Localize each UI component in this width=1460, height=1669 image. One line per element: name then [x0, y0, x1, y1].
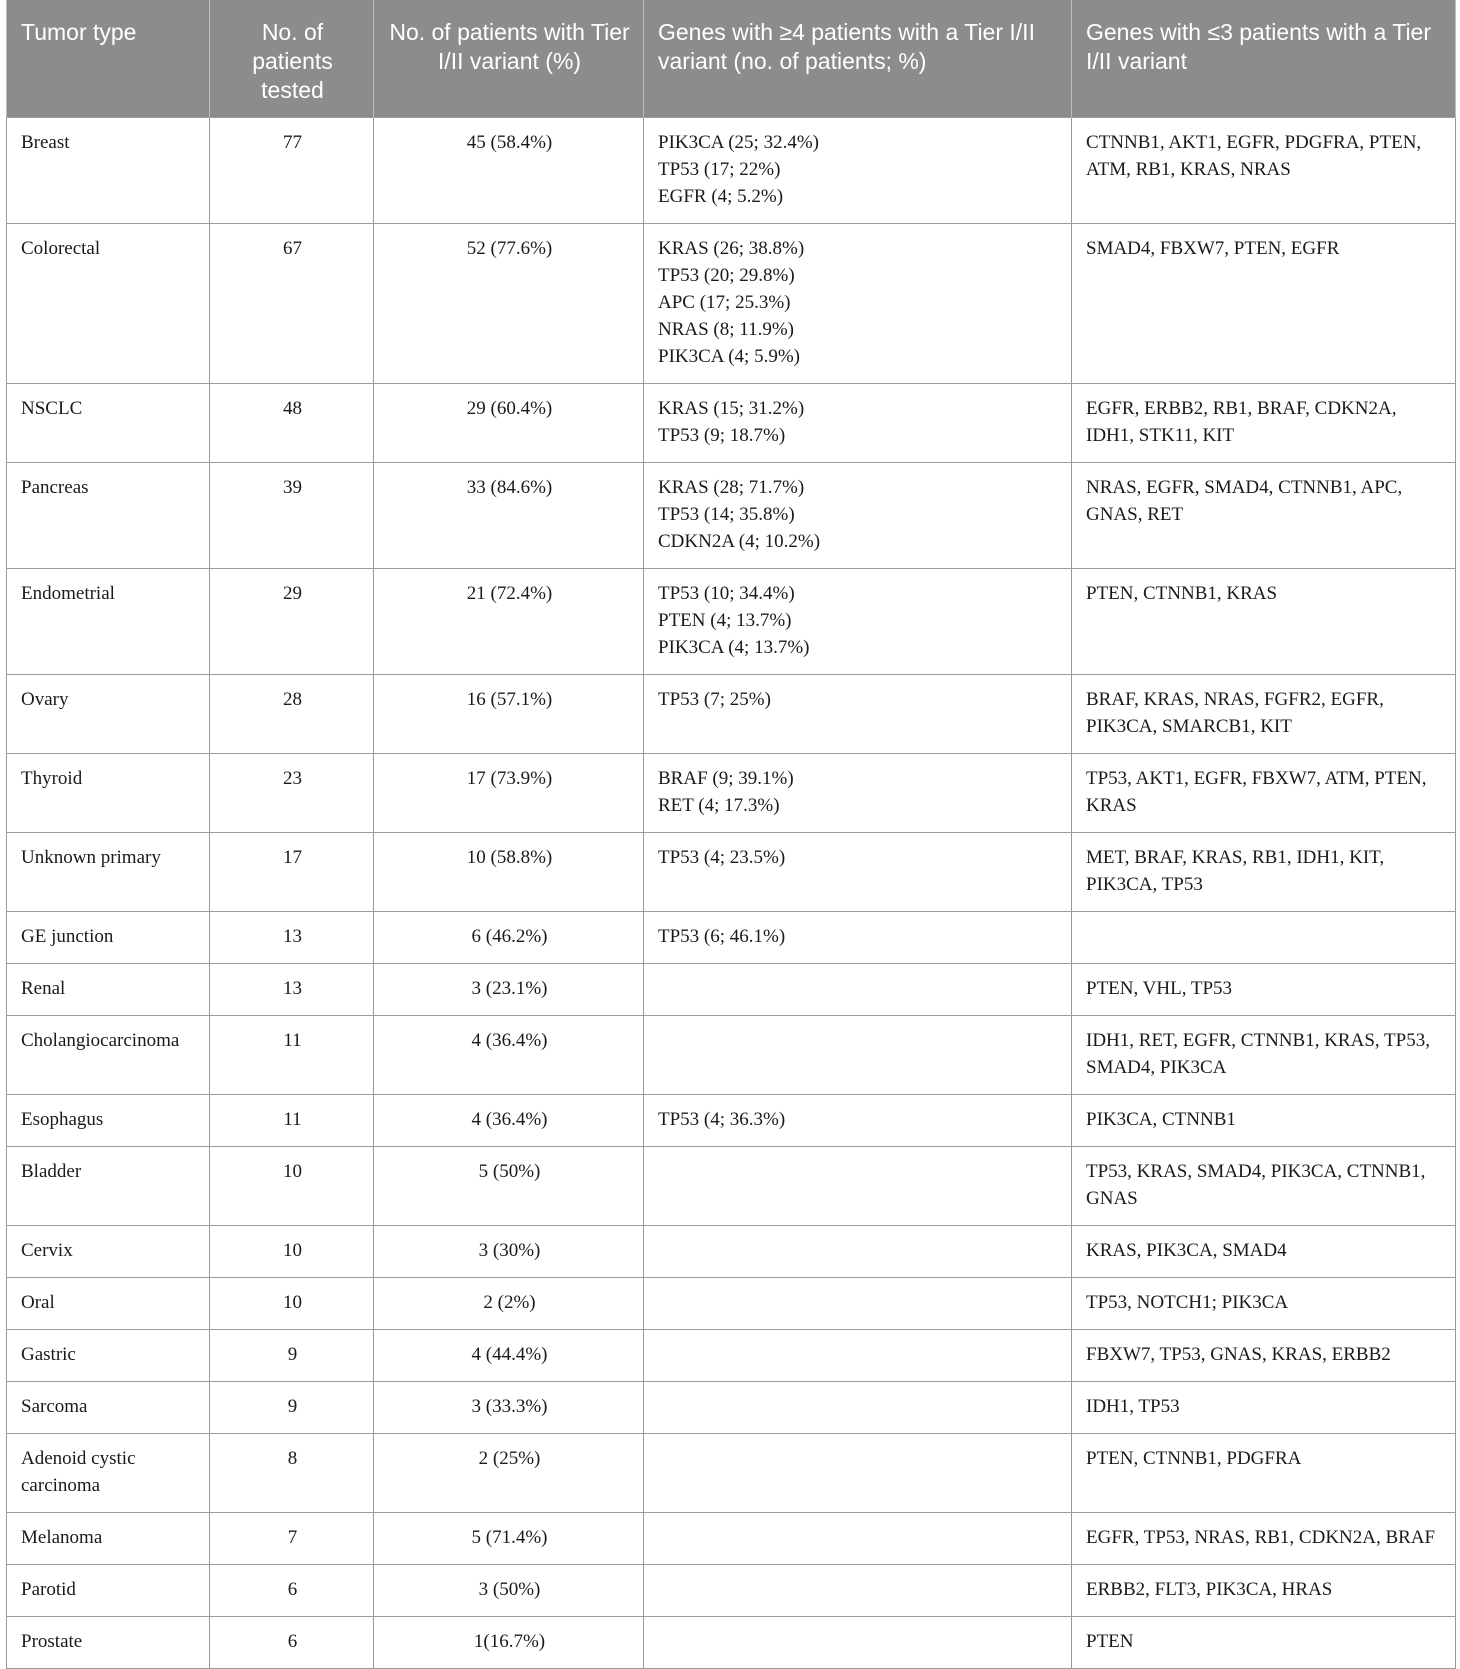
cell-genes-le3 [1072, 912, 1456, 964]
gene-entry: TP53 (4; 36.3%) [658, 1109, 786, 1130]
table-row [7, 1147, 1456, 1226]
tumor-variant-table [6, 0, 1456, 1669]
gene-entry: KRAS (26; 38.8%) [658, 238, 805, 259]
cell-patients-with-variant: 16 (57.1%) [374, 675, 644, 754]
cell-genes-le3: TP53, NOTCH1; PIK3CA [1072, 1278, 1456, 1330]
cell-genes-ge4 [644, 1147, 1072, 1226]
cell-tumor-type: GE junction [7, 912, 210, 964]
table-row [7, 912, 1456, 964]
table-row [7, 1016, 1456, 1095]
cell-genes-ge4 [644, 833, 1072, 912]
gene-entry: PIK3CA (4; 13.7%) [658, 637, 810, 658]
table-row [7, 1095, 1456, 1147]
cell-patients-with-variant: 2 (2%) [374, 1278, 644, 1330]
header-patients-with-variant: No. of patients with Tier I/II variant (%) [374, 0, 644, 118]
cell-tumor-type: Sarcoma [7, 1382, 210, 1434]
table-row [7, 754, 1456, 833]
cell-patients-tested: 9 [210, 1330, 374, 1382]
cell-genes-le3: SMAD4, FBXW7, PTEN, EGFR [1072, 224, 1456, 384]
cell-patients-with-variant: 33 (84.6%) [374, 463, 644, 569]
cell-genes-ge4 [644, 384, 1072, 463]
cell-patients-with-variant: 52 (77.6%) [374, 224, 644, 384]
cell-tumor-type: NSCLC [7, 384, 210, 463]
cell-tumor-type: Thyroid [7, 754, 210, 833]
cell-patients-tested: 17 [210, 833, 374, 912]
cell-patients-tested: 77 [210, 118, 374, 224]
cell-patients-tested: 6 [210, 1565, 374, 1617]
cell-patients-with-variant: 3 (30%) [374, 1226, 644, 1278]
table-body [7, 118, 1456, 1669]
cell-patients-with-variant: 1(16.7%) [374, 1617, 644, 1669]
cell-patients-with-variant: 17 (73.9%) [374, 754, 644, 833]
gene-entry: TP53 (6; 46.1%) [658, 926, 786, 947]
cell-patients-with-variant: 5 (71.4%) [374, 1513, 644, 1565]
table-row [7, 118, 1456, 224]
cell-tumor-type: Oral [7, 1278, 210, 1330]
cell-patients-tested: 11 [210, 1016, 374, 1095]
cell-genes-le3: PTEN, CTNNB1, PDGFRA [1072, 1434, 1456, 1513]
cell-genes-ge4 [644, 224, 1072, 384]
cell-genes-ge4 [644, 1617, 1072, 1669]
table-row [7, 833, 1456, 912]
cell-tumor-type: Pancreas [7, 463, 210, 569]
cell-genes-le3: FBXW7, TP53, GNAS, KRAS, ERBB2 [1072, 1330, 1456, 1382]
gene-entry: TP53 (20; 29.8%) [658, 265, 795, 286]
gene-entry: TP53 (17; 22%) [658, 159, 781, 180]
gene-entry: APC (17; 25.3%) [658, 292, 791, 313]
header-patients-tested: No. of patients tested [210, 0, 374, 118]
cell-patients-with-variant: 21 (72.4%) [374, 569, 644, 675]
table-row [7, 1617, 1456, 1669]
cell-patients-tested: 10 [210, 1226, 374, 1278]
cell-patients-tested: 23 [210, 754, 374, 833]
table-header [7, 0, 1456, 118]
cell-patients-with-variant: 4 (44.4%) [374, 1330, 644, 1382]
cell-genes-ge4 [644, 1330, 1072, 1382]
cell-tumor-type: Gastric [7, 1330, 210, 1382]
cell-genes-le3: ERBB2, FLT3, PIK3CA, HRAS [1072, 1565, 1456, 1617]
cell-patients-tested: 10 [210, 1147, 374, 1226]
cell-tumor-type: Breast [7, 118, 210, 224]
cell-tumor-type: Cervix [7, 1226, 210, 1278]
cell-patients-tested: 11 [210, 1095, 374, 1147]
gene-entry: CDKN2A (4; 10.2%) [658, 531, 821, 552]
cell-genes-le3: EGFR, ERBB2, RB1, BRAF, CDKN2A, IDH1, STK11, KIT [1072, 384, 1456, 463]
cell-genes-ge4 [644, 118, 1072, 224]
table-row [7, 675, 1456, 754]
cell-genes-le3: PIK3CA, CTNNB1 [1072, 1095, 1456, 1147]
table-row [7, 384, 1456, 463]
cell-tumor-type: Endometrial [7, 569, 210, 675]
cell-tumor-type: Bladder [7, 1147, 210, 1226]
gene-entry: PIK3CA (25; 32.4%) [658, 132, 819, 153]
cell-genes-ge4 [644, 1095, 1072, 1147]
gene-entry: TP53 (14; 35.8%) [658, 504, 795, 525]
cell-tumor-type: Ovary [7, 675, 210, 754]
cell-genes-ge4 [644, 964, 1072, 1016]
cell-patients-with-variant: 4 (36.4%) [374, 1095, 644, 1147]
cell-tumor-type: Adenoid cystic carcinoma [7, 1434, 210, 1513]
cell-genes-le3: CTNNB1, AKT1, EGFR, PDGFRA, PTEN, ATM, RB1, KRAS, NRAS [1072, 118, 1456, 224]
cell-genes-ge4 [644, 569, 1072, 675]
table-row [7, 1278, 1456, 1330]
cell-genes-ge4 [644, 1434, 1072, 1513]
cell-genes-le3: TP53, AKT1, EGFR, FBXW7, ATM, PTEN, KRAS [1072, 754, 1456, 833]
results-table-container [6, 0, 1455, 1669]
gene-entry: TP53 (7; 25%) [658, 689, 771, 710]
cell-patients-tested: 39 [210, 463, 374, 569]
cell-genes-le3: PTEN, CTNNB1, KRAS [1072, 569, 1456, 675]
cell-patients-with-variant: 45 (58.4%) [374, 118, 644, 224]
cell-genes-ge4 [644, 1016, 1072, 1095]
gene-entry: TP53 (9; 18.7%) [658, 425, 786, 446]
cell-genes-le3: EGFR, TP53, NRAS, RB1, CDKN2A, BRAF [1072, 1513, 1456, 1565]
cell-patients-with-variant: 3 (23.1%) [374, 964, 644, 1016]
cell-genes-ge4 [644, 1513, 1072, 1565]
gene-entry: BRAF (9; 39.1%) [658, 768, 794, 789]
header-tumor-type: Tumor type [7, 0, 210, 118]
header-row [7, 0, 1456, 118]
cell-patients-with-variant: 6 (46.2%) [374, 912, 644, 964]
cell-patients-tested: 48 [210, 384, 374, 463]
cell-patients-with-variant: 29 (60.4%) [374, 384, 644, 463]
cell-genes-le3: BRAF, KRAS, NRAS, FGFR2, EGFR, PIK3CA, SMARCB1, KIT [1072, 675, 1456, 754]
table-row [7, 569, 1456, 675]
table-row [7, 1513, 1456, 1565]
table-row [7, 1382, 1456, 1434]
cell-genes-le3: KRAS, PIK3CA, SMAD4 [1072, 1226, 1456, 1278]
cell-patients-tested: 6 [210, 1617, 374, 1669]
gene-entry: TP53 (10; 34.4%) [658, 583, 795, 604]
cell-patients-tested: 9 [210, 1382, 374, 1434]
cell-genes-le3: TP53, KRAS, SMAD4, PIK3CA, CTNNB1, GNAS [1072, 1147, 1456, 1226]
cell-patients-tested: 13 [210, 964, 374, 1016]
gene-entry: NRAS (8; 11.9%) [658, 319, 794, 340]
gene-entry: KRAS (15; 31.2%) [658, 398, 805, 419]
cell-genes-ge4 [644, 463, 1072, 569]
cell-genes-le3: NRAS, EGFR, SMAD4, CTNNB1, APC, GNAS, RET [1072, 463, 1456, 569]
cell-genes-ge4 [644, 1278, 1072, 1330]
cell-patients-tested: 7 [210, 1513, 374, 1565]
gene-entry: PTEN (4; 13.7%) [658, 610, 792, 631]
cell-tumor-type: Unknown primary [7, 833, 210, 912]
table-row [7, 224, 1456, 384]
gene-entry: PIK3CA (4; 5.9%) [658, 346, 800, 367]
cell-tumor-type: Parotid [7, 1565, 210, 1617]
gene-entry: TP53 (4; 23.5%) [658, 847, 786, 868]
cell-genes-ge4 [644, 1565, 1072, 1617]
table-row [7, 1226, 1456, 1278]
table-row [7, 1565, 1456, 1617]
cell-patients-tested: 28 [210, 675, 374, 754]
cell-genes-ge4 [644, 754, 1072, 833]
header-genes-ge4: Genes with ≥4 patients with a Tier I/II variant (no. of patients; %) [644, 0, 1072, 118]
cell-patients-tested: 8 [210, 1434, 374, 1513]
cell-genes-le3: IDH1, TP53 [1072, 1382, 1456, 1434]
cell-genes-ge4 [644, 912, 1072, 964]
cell-tumor-type: Melanoma [7, 1513, 210, 1565]
gene-entry: KRAS (28; 71.7%) [658, 477, 805, 498]
cell-tumor-type: Renal [7, 964, 210, 1016]
cell-genes-le3: PTEN [1072, 1617, 1456, 1669]
cell-genes-le3: IDH1, RET, EGFR, CTNNB1, KRAS, TP53, SMAD4, PIK3CA [1072, 1016, 1456, 1095]
cell-patients-with-variant: 3 (33.3%) [374, 1382, 644, 1434]
cell-patients-with-variant: 10 (58.8%) [374, 833, 644, 912]
cell-patients-tested: 29 [210, 569, 374, 675]
table-row [7, 964, 1456, 1016]
table-row [7, 1434, 1456, 1513]
cell-genes-le3: MET, BRAF, KRAS, RB1, IDH1, KIT, PIK3CA, TP53 [1072, 833, 1456, 912]
cell-patients-tested: 67 [210, 224, 374, 384]
cell-patients-with-variant: 5 (50%) [374, 1147, 644, 1226]
gene-entry: RET (4; 17.3%) [658, 795, 780, 816]
cell-tumor-type: Colorectal [7, 224, 210, 384]
cell-patients-with-variant: 4 (36.4%) [374, 1016, 644, 1095]
cell-patients-with-variant: 2 (25%) [374, 1434, 644, 1513]
cell-genes-ge4 [644, 675, 1072, 754]
gene-entry: EGFR (4; 5.2%) [658, 186, 784, 207]
cell-patients-tested: 13 [210, 912, 374, 964]
cell-genes-le3: PTEN, VHL, TP53 [1072, 964, 1456, 1016]
cell-patients-tested: 10 [210, 1278, 374, 1330]
cell-tumor-type: Esophagus [7, 1095, 210, 1147]
table-row [7, 463, 1456, 569]
header-genes-le3: Genes with ≤3 patients with a Tier I/II variant [1072, 0, 1456, 118]
cell-genes-ge4 [644, 1382, 1072, 1434]
table-row [7, 1330, 1456, 1382]
cell-genes-ge4 [644, 1226, 1072, 1278]
cell-patients-with-variant: 3 (50%) [374, 1565, 644, 1617]
cell-tumor-type: Cholangiocarcinoma [7, 1016, 210, 1095]
cell-tumor-type: Prostate [7, 1617, 210, 1669]
